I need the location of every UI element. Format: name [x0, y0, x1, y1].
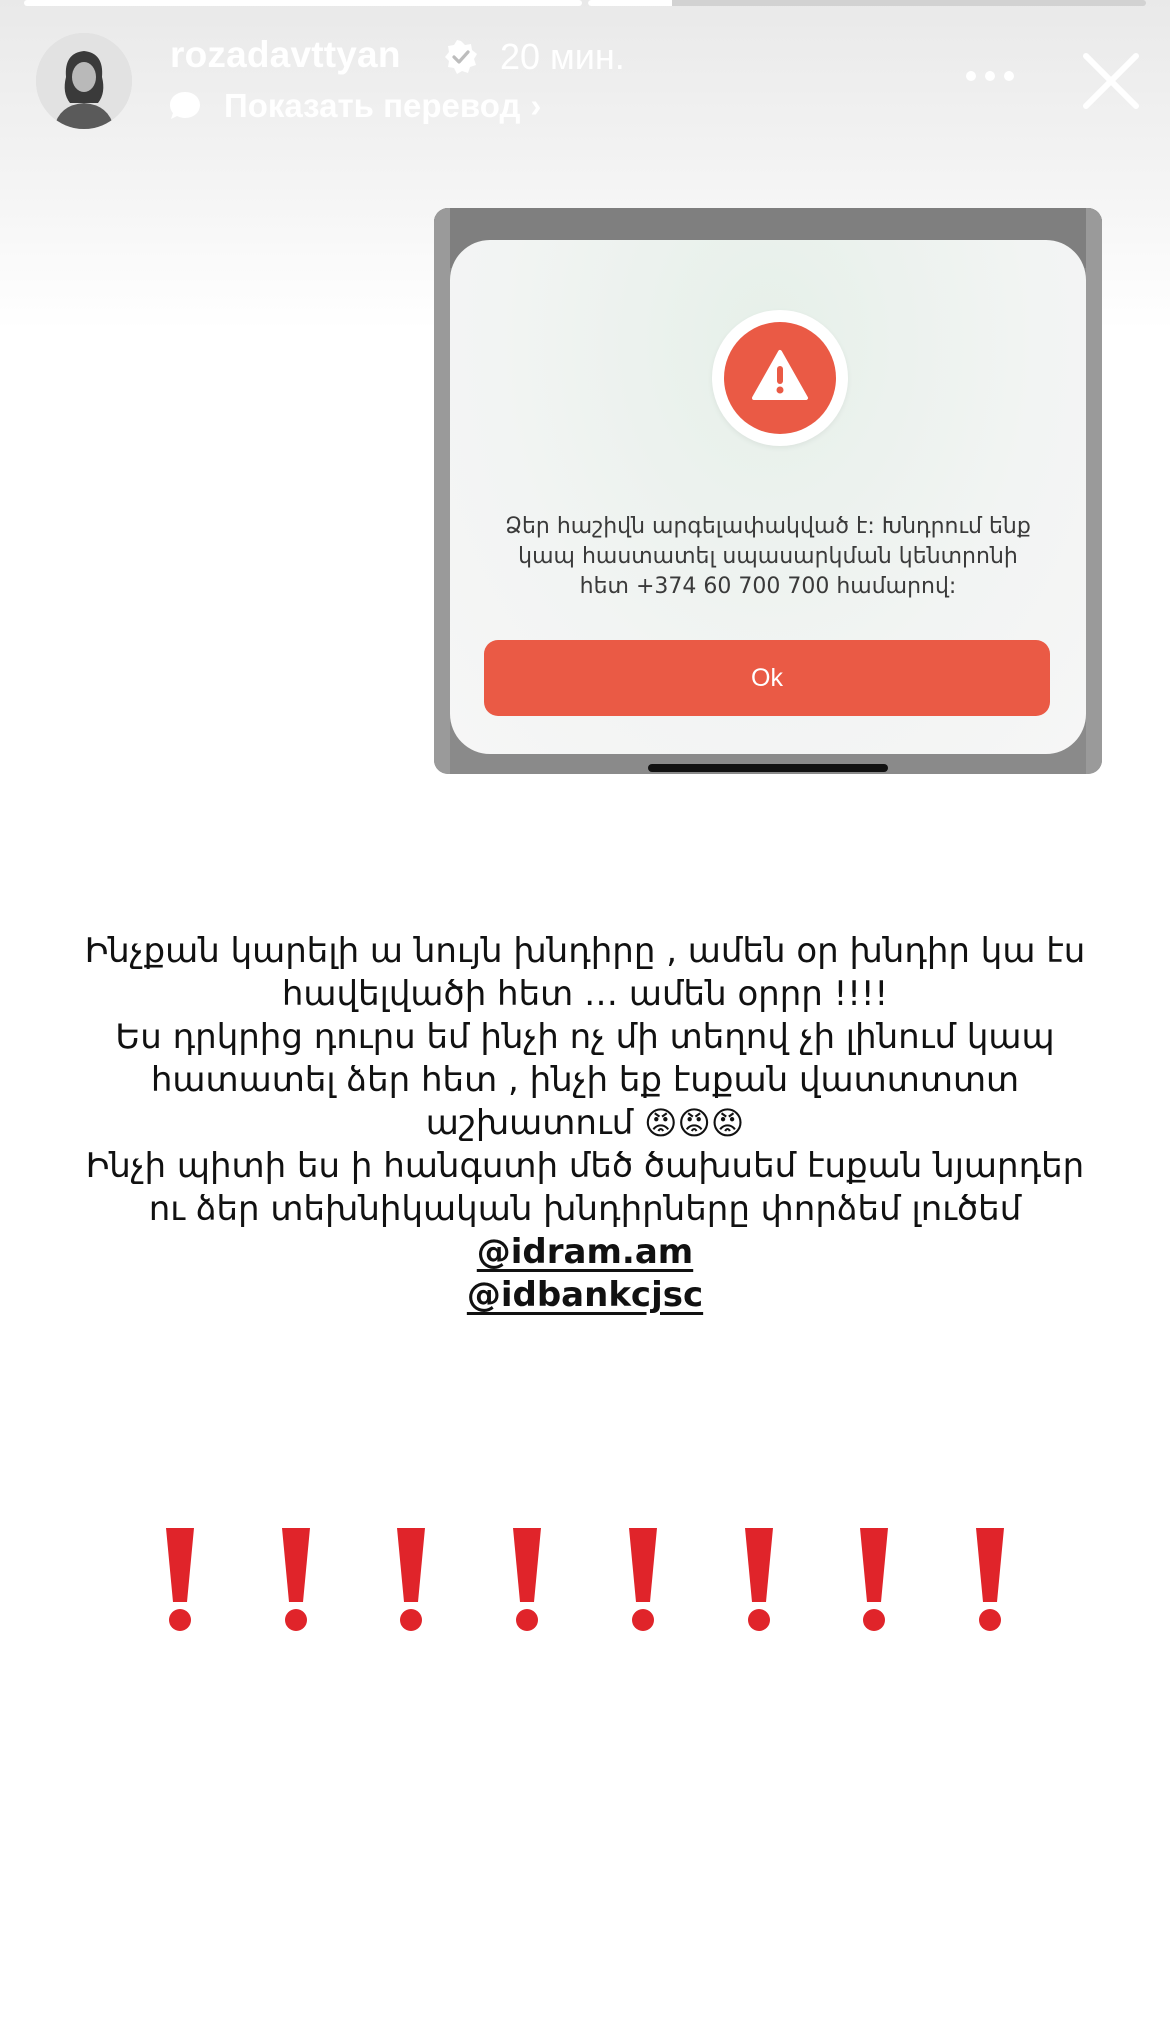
close-icon[interactable]: [1080, 50, 1142, 112]
caption-line: Ինչքան կարելի ա նույն խնդիրը , ամեն օր խնդիր կա էս: [84, 931, 1086, 971]
angry-face-emojis: 😡😡😡: [644, 1104, 745, 1142]
story-progress: [0, 0, 1170, 8]
exclamation-mark-icon: [276, 1524, 316, 1634]
exclamation-mark-icon: [507, 1524, 547, 1634]
alert-dialog: [450, 240, 1086, 754]
translate-label: Показать перевод: [224, 87, 521, 124]
exclamation-mark-icon: [854, 1524, 894, 1634]
translate-bubble-icon: [168, 89, 202, 123]
progress-segment-2: [588, 0, 1146, 6]
caption-line: հավելվածի հետ … ամեն օրրր !!!!: [281, 974, 889, 1014]
caption-line: հատատել ձեր հետ , ինչի եք էսքան վատտտտտ: [150, 1060, 1020, 1100]
username[interactable]: rozadavttyan: [170, 34, 401, 75]
caption-line-with-emoji: [40, 1102, 1130, 1145]
caption-line: Ես դրկրից դուրս եմ ինչի ոչ մի տեղով չի լինում կապ: [115, 1017, 1055, 1057]
avatar[interactable]: [36, 33, 132, 129]
warning-badge: [712, 310, 848, 446]
exclamation-mark-icon: [970, 1524, 1010, 1634]
time-ago: 20 мин.: [500, 36, 625, 77]
exclamation-mark-icon: [391, 1524, 431, 1634]
exclamation-marks: [160, 1524, 1010, 1634]
mention-idram[interactable]: @idram.am: [476, 1232, 694, 1272]
caption-line: Ինչի պիտի ես ի հանգստի մեծ ծախսեմ էսքան նյարդեր: [85, 1146, 1085, 1186]
exclamation-mark-icon: [160, 1524, 200, 1634]
home-indicator: [648, 764, 888, 772]
caption-text: աշխատում: [425, 1103, 634, 1143]
ok-button: Ok: [484, 640, 1050, 716]
exclamation-mark-icon: [623, 1524, 663, 1634]
caption-line: ու ձեր տեխնիկական խնդիրները փորձեմ լուծեմ: [148, 1189, 1022, 1229]
story-caption: [40, 930, 1130, 1317]
exclamation-mark-icon: [739, 1524, 779, 1634]
more-dots-icon[interactable]: [965, 70, 1015, 82]
show-translation-link[interactable]: [168, 86, 541, 126]
warning-triangle-icon: [750, 346, 810, 406]
verified-badge-icon: [444, 40, 478, 74]
mention-idbank[interactable]: @idbankcjsc: [466, 1275, 704, 1315]
chevron-right-icon: ›: [530, 87, 542, 124]
alert-message: Ձեր հաշիվն արգելափակված է: Խնդրում ենք կապ հաստատել սպասարկման կենտրոնի հետ +374 60 700 700 համարով:: [505, 514, 1031, 599]
progress-segment-1: [24, 0, 582, 6]
embedded-screenshot: [434, 208, 1102, 774]
